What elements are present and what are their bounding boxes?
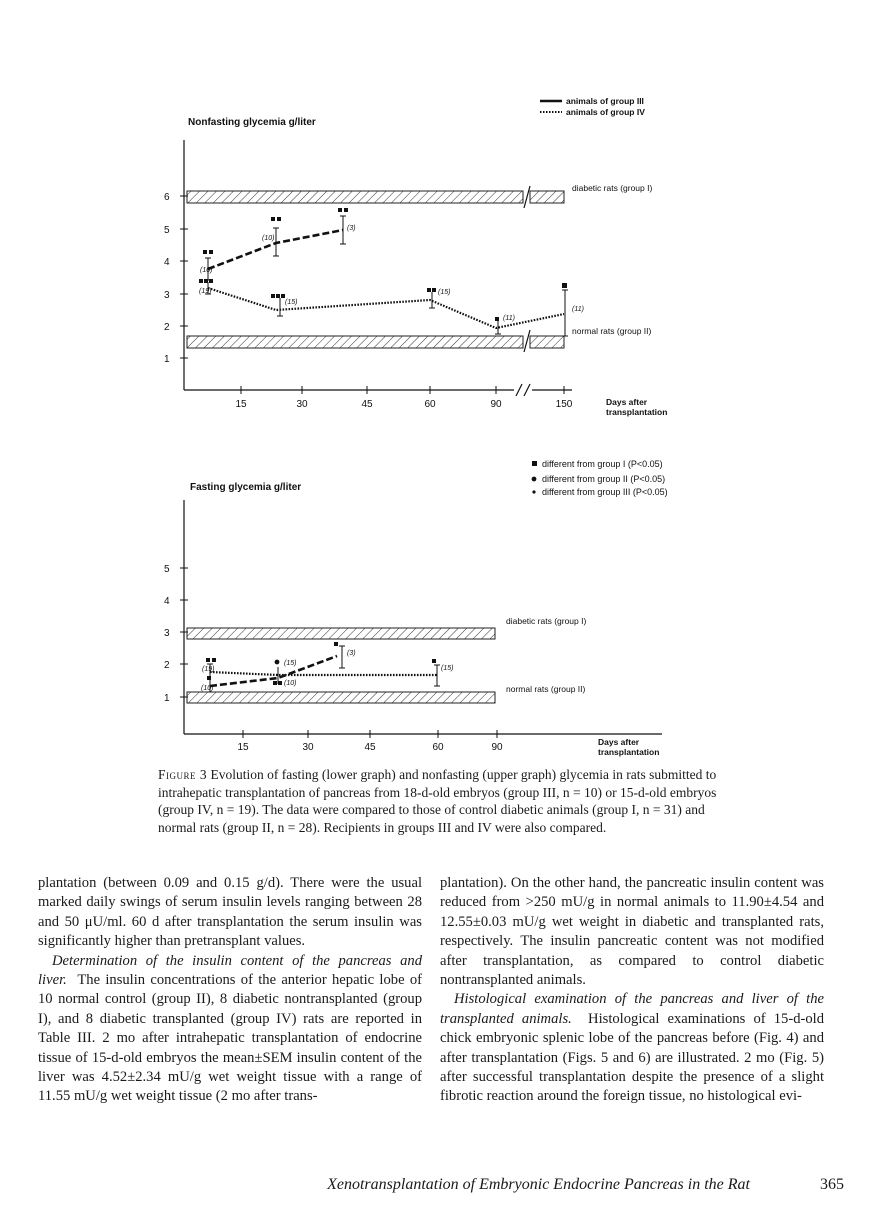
upper-n-iii-2: (10) — [262, 235, 275, 242]
legend-different-group-iii: different from group III (P<0.05) — [542, 487, 668, 497]
right-paragraph-2 — [440, 990, 824, 1106]
lower-band-normal-label: normal rats (group II) — [506, 684, 586, 694]
lower-xtick-90: 90 — [491, 742, 503, 753]
lower-xtick-60: 60 — [432, 742, 444, 753]
upper-graph — [164, 96, 667, 417]
lower-point-iii-3 — [339, 646, 345, 668]
lower-x-axis-title: Days after transplantation — [598, 737, 660, 757]
upper-x-axis-title: Days after transplantation — [606, 397, 668, 417]
lower-line-group-iv — [210, 672, 437, 675]
upper-band-diabetic — [187, 183, 652, 208]
upper-y-axis-title: Nonfasting glycemia g/liter — [188, 117, 316, 128]
lower-ytick-2: 2 — [164, 660, 170, 671]
legend-different-group-ii: different from group II (P<0.05) — [542, 474, 666, 484]
lower-n-iii-1: (10) — [201, 685, 214, 692]
right-paragraph-2-heading: Histological examination of the pancreas and liver of the transplanted animals. — [440, 991, 824, 1027]
upper-ytick-1: 1 — [164, 354, 170, 365]
page-footer — [0, 1176, 890, 1200]
lower-ytick-4: 4 — [164, 596, 170, 607]
lower-n-iv-4: (15) — [441, 665, 454, 672]
right-paragraph-1: plantation). On the other hand, the pancreatic insulin content was reduced from >250 mU/g in normal animals to 11.90±4.54 and 12.55±0.03 mU/g wet weight in diabetic and transplanted rats, respectively. The insulin pancreatic content was not modified after transplantation, as compared to control diabetic nontransplanted animals. — [440, 875, 824, 989]
upper-legend — [540, 96, 645, 117]
upper-ytick-3: 3 — [164, 290, 170, 301]
page-number: 365 — [820, 1176, 844, 1193]
legend-label-group-iv: animals of group IV — [566, 107, 645, 117]
lower-ytick-1: 1 — [164, 693, 170, 704]
right-paragraph-2-text: Histological examinations of 15-d-old chick embryonic splenic lobe of the pancreas before (Fig. 4) and after transplantation (Figs. 5 and 6) are illustrated. 2 mo (Fig. 5) after successful transplantation despite the presence of a slight fibrotic reaction around the foreign tissue, no histological evi- — [440, 1010, 825, 1105]
lower-point-iv-3 — [434, 665, 440, 686]
body-column-right — [440, 874, 824, 1107]
upper-band-normal — [187, 326, 652, 352]
left-paragraph-2-heading: Determination of the insulin content of the pancreas and liver. — [38, 952, 422, 989]
lower-band-normal — [187, 684, 586, 703]
lower-legend — [532, 459, 668, 497]
upper-xtick-60: 60 — [424, 399, 436, 410]
upper-band-normal-label: normal rats (group II) — [572, 326, 652, 336]
figure-caption-label: Figure 3 — [158, 767, 208, 782]
upper-xtick-150: 150 — [555, 399, 573, 410]
lower-n-iii-2: (10) — [284, 680, 297, 687]
left-paragraph-2 — [38, 952, 422, 1107]
upper-xtick-30: 30 — [296, 399, 308, 410]
upper-n-iv-1: (19) — [199, 288, 212, 295]
upper-point-iv-2 — [277, 298, 283, 316]
upper-n-iv-2: (15) — [285, 299, 298, 306]
upper-band-diabetic-label: diabetic rats (group I) — [572, 183, 653, 193]
lower-y-axis-title: Fasting glycemia g/liter — [190, 482, 302, 493]
lower-band-diabetic — [187, 616, 586, 639]
left-paragraph-2-text: The insulin concentrations of the anterior hepatic lobe of 10 normal control (group II), 8 diabetic nontransplanted (group I), and 8 diabetic transplanted (group IV) rats are reported in Table III. 2 mo after intrahepatic transplantation of endocrine tissue of 15-d-old embryos the mean±SEM insulin content of the liver was 4.52±2.34 mU/g wet weight tissue with a range of 11.55 mU/g wet weight tissue (2 mo after trans- — [38, 972, 423, 1105]
upper-xtick-45: 45 — [361, 399, 373, 410]
upper-n-iv-5: (11) — [572, 306, 584, 313]
lower-n-iv-1: (19) — [202, 666, 215, 673]
upper-point-iv-5 — [562, 290, 568, 336]
lower-n-iii-3: (3) — [347, 650, 356, 657]
upper-n-iv-3: (15) — [438, 289, 451, 296]
upper-point-iii-3 — [340, 216, 346, 244]
lower-ytick-5: 5 — [164, 564, 170, 575]
upper-line-group-iv — [208, 288, 564, 328]
lower-graph — [164, 459, 668, 757]
upper-n-iii-3: (3) — [347, 225, 356, 232]
upper-n-iv-4: (11) — [503, 315, 515, 322]
upper-axis-break — [516, 384, 530, 396]
lower-band-diabetic-label: diabetic rats (group I) — [506, 616, 587, 626]
upper-xtick-90: 90 — [490, 399, 502, 410]
lower-xtick-45: 45 — [364, 742, 376, 753]
legend-label-group-iii: animals of group III — [566, 96, 644, 106]
body-column-left — [38, 874, 422, 1107]
upper-xtick-15: 15 — [235, 399, 247, 410]
upper-ytick-2: 2 — [164, 322, 170, 333]
figure-caption-text: Evolution of fasting (lower graph) and nonfasting (upper graph) glycemia in rats submitted to intrahepatic transplantation of pancreas from 18-d-old embryos (group III, n = 10) or 15-d-old embryos (group IV, n = 19). The data were compared to those of control diabetic animals (group I, n = 31) and normal rats (group II, n = 28). Recipients in groups III and IV were also compared. — [158, 767, 717, 835]
lower-xtick-15: 15 — [237, 742, 249, 753]
upper-ytick-4: 4 — [164, 257, 170, 268]
running-title: Xenotransplantation of Embryonic Endocrine Pancreas in the Rat — [327, 1176, 750, 1193]
figure-caption — [158, 766, 738, 836]
upper-n-iii-1: (10) — [200, 267, 213, 274]
legend-different-group-i: different from group I (P<0.05) — [542, 459, 663, 469]
upper-ytick-6: 6 — [164, 192, 170, 203]
left-paragraph-1: plantation (between 0.09 and 0.15 g/d). There were the usual marked daily swings of serum insulin levels ranging between 28 and 50 μU/ml. 60 d after transplantation the serum insulin was significantly higher than pretransplant values. — [38, 875, 422, 950]
upper-series-group-iv — [199, 279, 584, 336]
upper-ytick-5: 5 — [164, 225, 170, 236]
lower-n-iv-3: (15) — [284, 660, 297, 667]
lower-ytick-3: 3 — [164, 628, 170, 639]
upper-series-group-iii — [200, 208, 356, 280]
lower-xtick-30: 30 — [302, 742, 314, 753]
